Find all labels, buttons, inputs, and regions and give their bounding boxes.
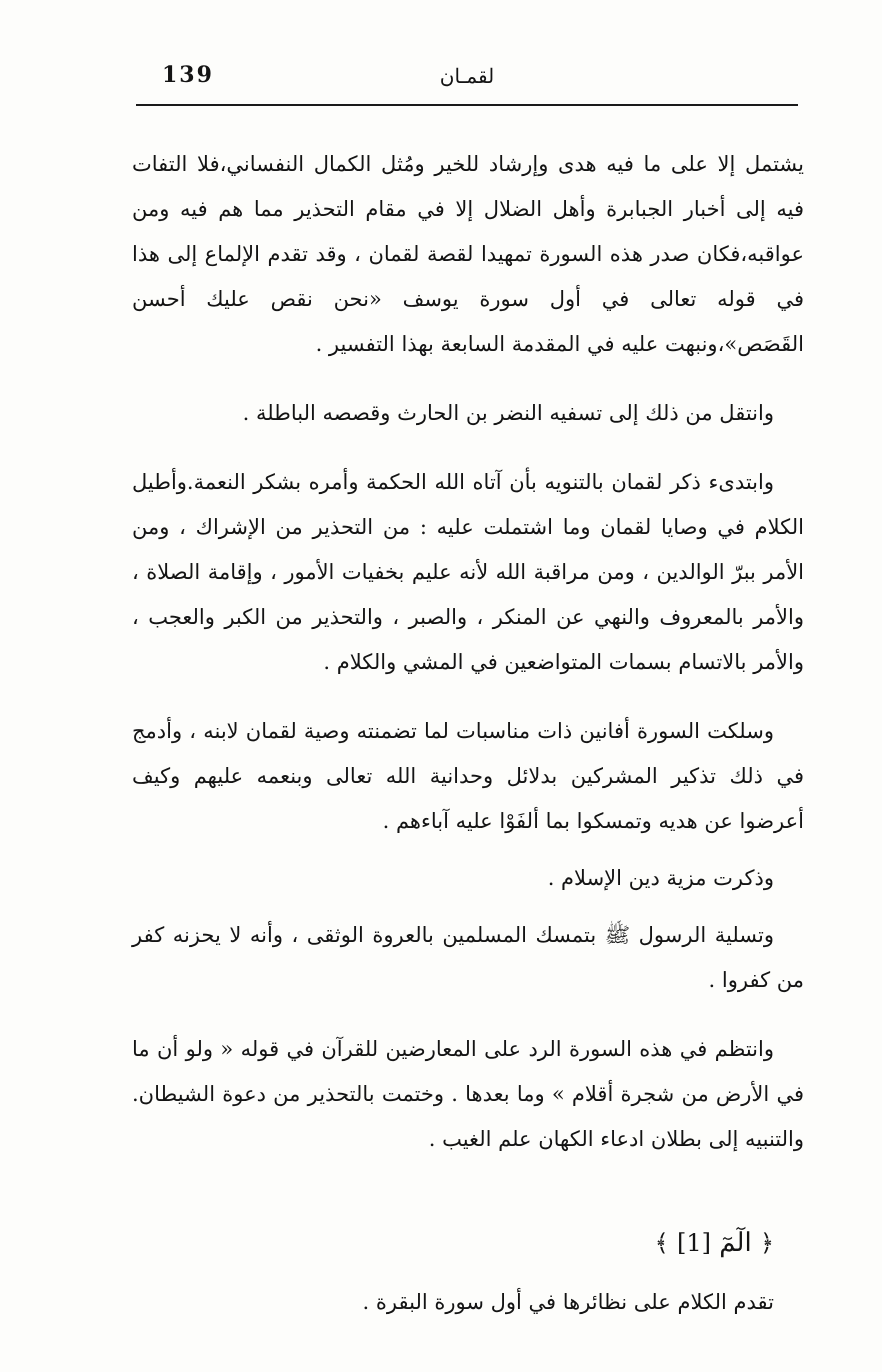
page-number: 139 bbox=[162, 62, 214, 88]
paragraph-closing: تقدم الكلام على نظائرها في أول سورة البقرة . bbox=[362, 1290, 774, 1314]
verse-text: الٓمٓ bbox=[719, 1228, 752, 1258]
paragraph-nadr: وانتقل من ذلك إلى تسفيه النضر بن الحارث وقصصه الباطلة . bbox=[242, 401, 774, 425]
paragraph-consolation: وتسلية الرسول ﷺ بتمسك المسلمين بالعروة الوثقى ، وأنه لا يحزنه كفر من كفروا . bbox=[132, 923, 804, 992]
paragraph-luqman-wisdom: وابتدىء ذكر لقمان بالتنويه بأن آتاه الله الحكمة وأمره بشكر النعمة.وأطيل الكلام في وصايا لقمان وما اشتملت عليه : من التحذير من الإشراك ، ومن الأمر ببرّ الوالدين ، ومن مراقبة الله لأنه عليم بخفيات الأمور ، وإقامة الصلاة ، والأمر بالمعروف والنهي عن المنكر ، والصبر ، والتحذير من الكبر والعجب ، والأمر بالاتسام بسمات المتواضعين في المشي والكلام . bbox=[132, 470, 804, 674]
header-rule bbox=[136, 104, 798, 106]
paragraph-islam-merit: وذكرت مزية دين الإسلام . bbox=[547, 866, 774, 890]
verse-number: [1] bbox=[676, 1229, 711, 1257]
verse-close-bracket: ﴾ bbox=[654, 1229, 669, 1257]
verse-open-bracket: ﴿ bbox=[759, 1229, 774, 1257]
quran-verse bbox=[132, 1218, 804, 1268]
page-body bbox=[132, 142, 804, 1325]
running-title: لقمـان bbox=[439, 64, 495, 88]
page-header bbox=[136, 62, 798, 98]
paragraph-intro: يشتمل إلا على ما فيه هدى وإرشاد للخير ومُثل الكمال النفساني،فلا التفات فيه إلى أخبار الجبابرة وأهل الضلال إلا في مقام التحذير مما هم فيه ومن عواقبه،فكان صدر هذه السورة تمهيدا لقصة لقمان ، وقد تقدم الإلماع إلى هذا في قوله تعالى في أول سورة يوسف «نحن نقص عليك أحسن القَصَص»،ونبهت عليه في المقدمة السابعة بهذا التفسير . bbox=[132, 152, 804, 356]
paragraph-refutation: وانتظم في هذه السورة الرد على المعارضين للقرآن في قوله « ولو أن ما في الأرض من شجرة أقلام » وما بعدها . وختمت بالتحذير من دعوة الشيطان. والتنبيه إلى بطلان ادعاء الكهان علم الغيب . bbox=[132, 1037, 804, 1151]
paragraph-surah-themes: وسلكت السورة أفانين ذات مناسبات لما تضمنته وصية لقمان لابنه ، وأدمج في ذلك تذكير المشركين بدلائل وحدانية الله تعالى وبنعمه عليهم وكيف أعرضوا عن هديه وتمسكوا بما ألفَوْا عليه آباءهم . bbox=[132, 719, 804, 833]
